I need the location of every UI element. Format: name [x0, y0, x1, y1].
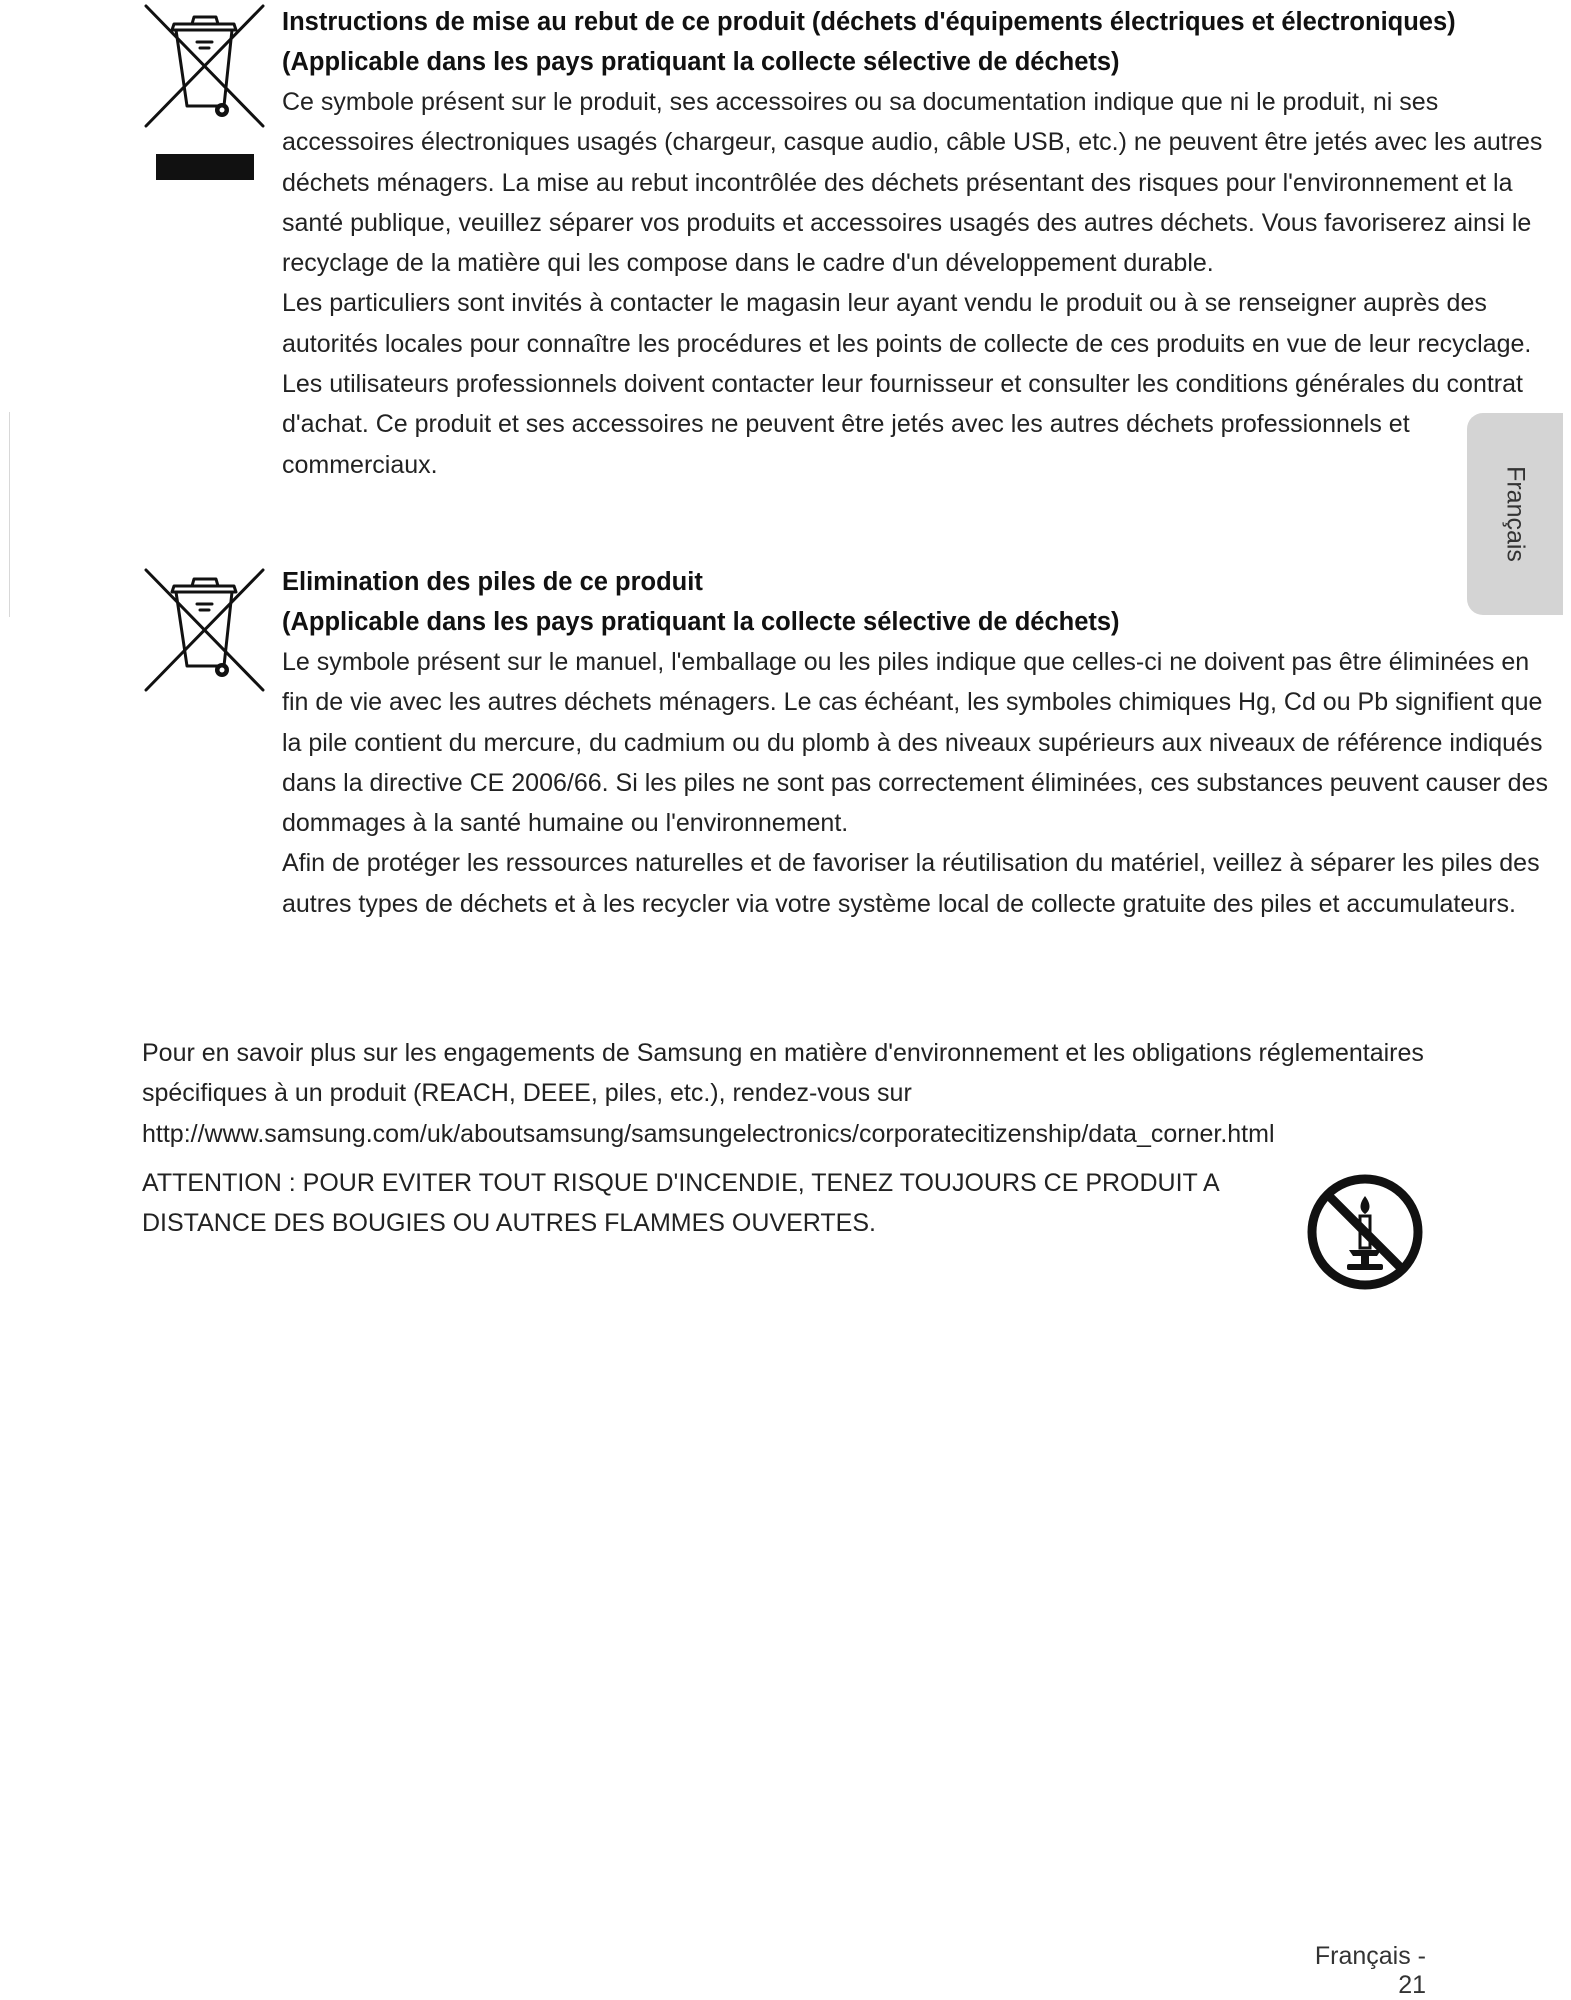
weee-paragraph-1: Ce symbole présent sur le produit, ses accessoires ou sa documentation indique que ni le produit, ni ses accessoires électroniques usagés (chargeur, casque audio, câble USB, etc.) ne peuvent être jetés avec les autres déchets ménagers. La mise au rebut incontrôlée des déchets présentant des risques pour l'environnement et la santé publique, veuillez séparer vos produits et accessoires usagés des autres déchets. Vous favoriserez ainsi le recyclage de la matière qui les compose dans le cadre d'un développement durable. — [282, 88, 1543, 278]
weee-paragraph-3: Les utilisateurs professionnels doivent contacter leur fournisseur et consulter les conditions générales du contrat d'achat. Ce produit et ses accessoires ne peuvent être jetés avec les autres déchets professionnels et commerciaux. — [282, 370, 1523, 479]
more-info-paragraph: Pour en savoir plus sur les engagements de Samsung en matière d'environnement et les obligations réglementaires spécifiques à un produit (REACH, DEEE, piles, etc.), rendez-vous sur http://www.samsung.com/uk/aboutsamsung/samsungelectronics/corporatecitizenship/data_corner.html — [142, 1039, 1424, 1148]
weee-subtitle: (Applicable dans les pays pratiquant la collecte sélective de déchets) — [282, 48, 1120, 76]
battery-subtitle: (Applicable dans les pays pratiquant la collecte sélective de déchets) — [282, 608, 1120, 636]
page-number: Français - 21 — [1314, 1942, 1426, 1999]
weee-title: Instructions de mise au rebut de ce produit (déchets d'équipements électriques et électroniques) — [282, 8, 1456, 36]
weee-paragraph-2: Les particuliers sont invités à contacter le magasin leur ayant vendu le produit ou à se renseigner auprès des autorités locales pour connaître les procédures et les points de collecte de ces produits en vue de leur recyclage. — [282, 289, 1532, 358]
battery-title: Elimination des piles de ce produit — [282, 568, 703, 596]
left-margin-rule — [9, 412, 10, 617]
no-candle-icon — [1305, 1172, 1425, 1292]
crossed-out-wheelie-bin-icon — [142, 562, 267, 692]
black-bar-marking — [156, 154, 254, 180]
crossed-out-wheelie-bin-icon — [142, 2, 267, 132]
fire-warning-paragraph: ATTENTION : POUR EVITER TOUT RISQUE D'INCENDIE, TENEZ TOUJOURS CE PRODUIT A DISTANCE DES BOUGIES OU AUTRES FLAMMES OUVERTES. — [142, 1169, 1219, 1238]
language-tab-label: Français — [1501, 466, 1530, 562]
battery-paragraph-1: Le symbole présent sur le manuel, l'emballage ou les piles indique que celles-ci ne doivent pas être éliminées en fin de vie avec les autres déchets ménagers. Le cas échéant, les symboles chimiques Hg, Cd ou Pb signifient que la pile contient du mercure, du cadmium ou du plomb à des niveaux supérieurs aux niveaux de référence indiqués dans la directive CE 2006/66. Si les piles ne sont pas correctement éliminées, ces substances peuvent causer des dommages à la santé humaine ou l'environnement. — [282, 648, 1548, 838]
battery-paragraph-2: Afin de protéger les ressources naturelles et de favoriser la réutilisation du matériel, veillez à séparer les piles des autres types de déchets et à les recycler via votre système local de collecte gratuite des piles et accumulateurs. — [282, 849, 1540, 918]
